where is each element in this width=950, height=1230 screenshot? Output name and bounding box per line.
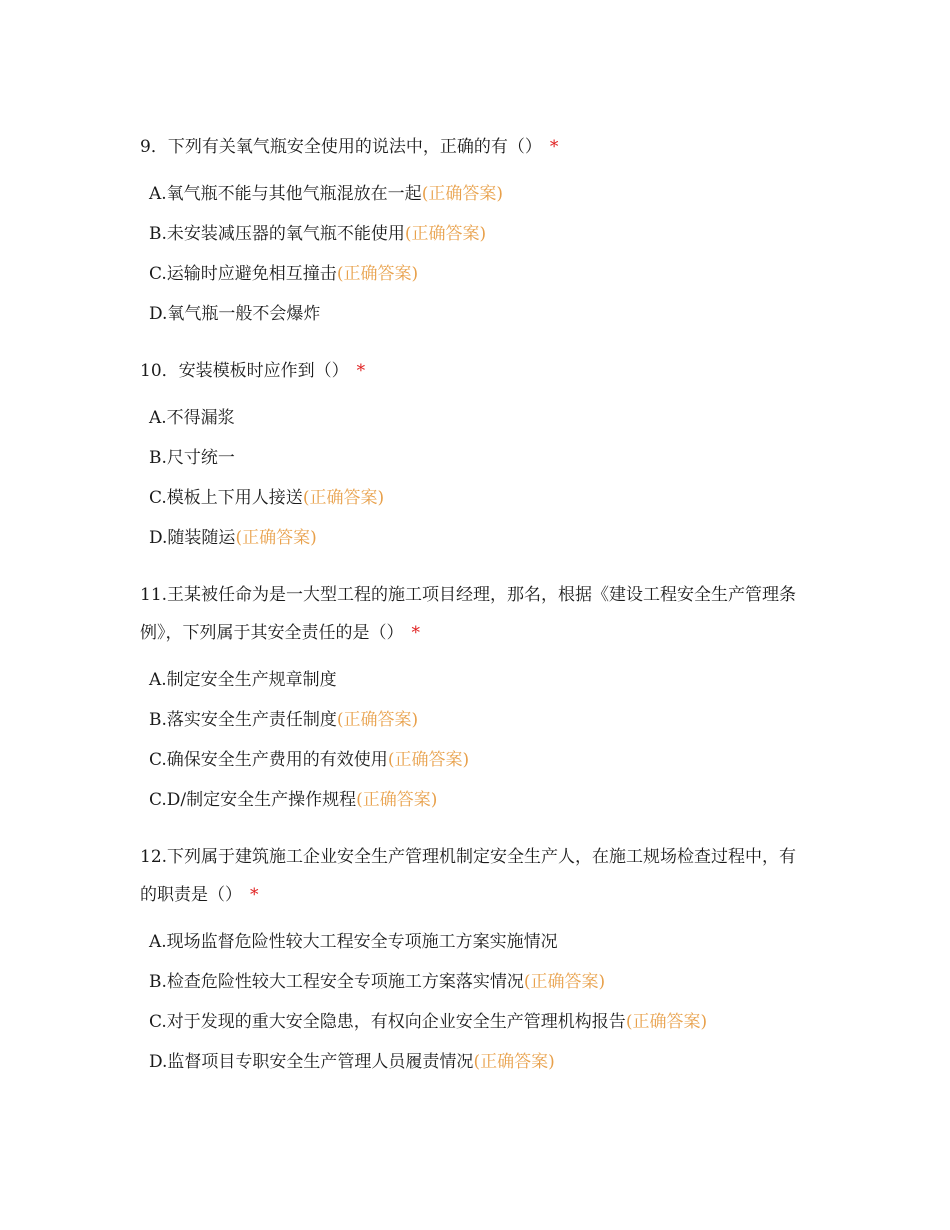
quiz-page	[140, 128, 810, 1100]
option-c[interactable]: C.对于发现的重大安全隐患，有权向企业安全生产管理机构报告(正确答案)	[149, 1012, 708, 1032]
option-list	[149, 660, 810, 820]
option-a[interactable]: A.氧气瓶不能与其他气瓶混放在一起(正确答案)	[149, 184, 503, 204]
question-title: 12.下列属于建筑施工企业安全生产管理机制定安全生产人，在施工规场检查过程中，有的职责是（） *	[140, 847, 797, 905]
correct-answer-tag: (正确答案)	[523, 972, 606, 992]
correct-answer-tag: (正确答案)	[625, 1012, 708, 1032]
correct-answer-tag: (正确答案)	[336, 264, 419, 284]
question-title: 10．安装模板时应作到（） *	[140, 361, 366, 381]
option-b[interactable]: B.未安装减压器的氧气瓶不能使用(正确答案)	[149, 224, 487, 244]
option-d[interactable]: C.D/制定安全生产操作规程(正确答案)	[149, 790, 438, 810]
required-mark: *	[411, 623, 420, 643]
question-9	[140, 128, 810, 334]
option-d[interactable]: D.监督项目专职安全生产管理人员履责情况(正确答案)	[149, 1052, 555, 1072]
option-b[interactable]: B.落实安全生产责任制度(正确答案)	[149, 710, 419, 730]
question-title: 11.王某被任命为是一大型工程的施工项目经理，那名，根据《建设工程安全生产管理条例》，下列属于其安全责任的是（） *	[140, 585, 797, 643]
option-list	[149, 398, 810, 558]
option-a[interactable]: A.制定安全生产规章制度	[149, 670, 337, 690]
option-a[interactable]: A.现场监督危险性较大工程安全专项施工方案实施情况	[149, 932, 558, 952]
question-11	[140, 576, 810, 820]
correct-answer-tag: (正确答案)	[336, 710, 419, 730]
option-d[interactable]: D.氧气瓶一般不会爆炸	[149, 304, 321, 324]
required-mark: *	[250, 885, 259, 905]
option-b[interactable]: B.检查危险性较大工程安全专项施工方案落实情况(正确答案)	[149, 972, 606, 992]
option-list	[149, 922, 810, 1082]
question-title: 9．下列有关氧气瓶安全使用的说法中，正确的有（） *	[140, 137, 559, 157]
question-12	[140, 838, 810, 1082]
correct-answer-tag: (正确答案)	[421, 184, 503, 204]
correct-answer-tag: (正确答案)	[473, 1052, 555, 1072]
option-a[interactable]: A.不得漏浆	[149, 408, 235, 428]
required-mark: *	[549, 137, 559, 157]
correct-answer-tag: (正确答案)	[387, 750, 470, 770]
correct-answer-tag: (正确答案)	[302, 488, 385, 508]
option-d[interactable]: D.随装随运(正确答案)	[149, 528, 317, 548]
option-c[interactable]: C.模板上下用人接送(正确答案)	[149, 488, 385, 508]
option-c[interactable]: C.运输时应避免相互撞击(正确答案)	[149, 264, 419, 284]
option-b[interactable]: B.尺寸统一	[149, 448, 235, 468]
correct-answer-tag: (正确答案)	[356, 790, 438, 810]
option-c[interactable]: C.确保安全生产费用的有效使用(正确答案)	[149, 750, 470, 770]
correct-answer-tag: (正确答案)	[404, 224, 487, 244]
correct-answer-tag: (正确答案)	[235, 528, 317, 548]
option-list	[149, 174, 810, 334]
question-10	[140, 352, 810, 558]
required-mark: *	[356, 361, 366, 381]
